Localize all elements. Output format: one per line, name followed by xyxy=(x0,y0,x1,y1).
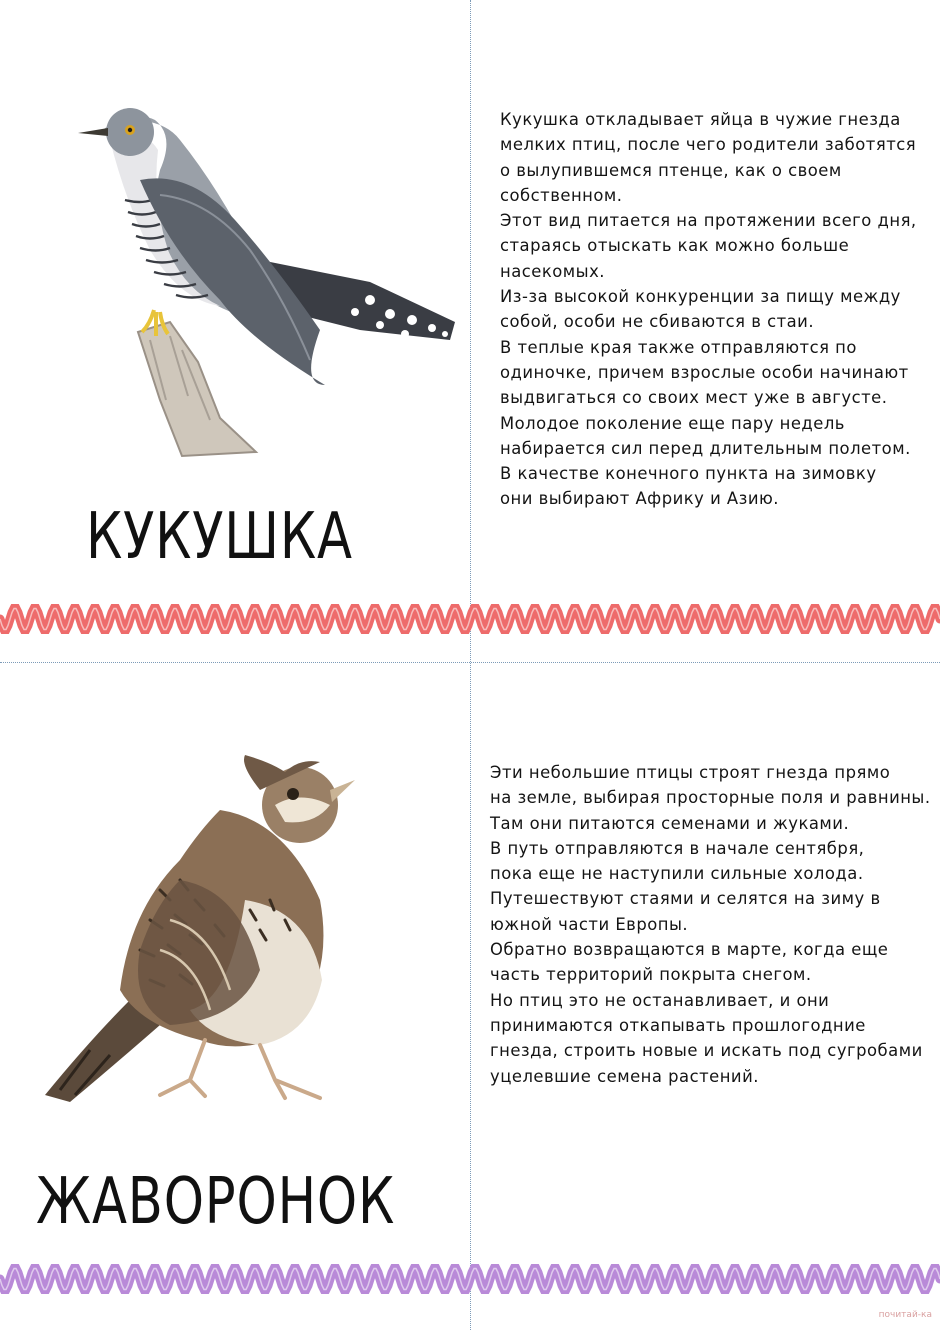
description-line: стараясь отыскать как можно больше xyxy=(500,236,850,256)
description-line: о вылупившемся птенце, как о своем xyxy=(500,160,842,180)
description-line: Путешествуют стаями и селятся на зиму в xyxy=(490,889,881,909)
cuckoo-illustration xyxy=(70,100,470,460)
description-line: Кукушка откладывает яйца в чужие гнезда xyxy=(500,110,901,129)
description-line: В качестве конечного пункта на зимовку xyxy=(500,464,877,484)
description-line: Из-за высокой конкуренции за пищу между xyxy=(500,287,901,307)
skylark-illustration xyxy=(30,750,370,1115)
description-line: насекомых. xyxy=(500,261,606,281)
description-line: набирается сил перед длительным полетом. xyxy=(500,438,911,458)
description-line: выдвигаться со своих мест уже в августе. xyxy=(500,388,888,408)
description-block xyxy=(500,107,917,512)
description-line: принимаются откапывать прошлогодние xyxy=(490,1015,866,1035)
horizontal-cut-line xyxy=(0,662,940,663)
description-block xyxy=(490,760,931,1089)
description-line: собой, особи не сбиваются в стаи. xyxy=(500,312,815,332)
description-line: гнезда, строить новые и искать под сугробами xyxy=(490,1041,923,1061)
card-title: ЖАВОРОНОК xyxy=(36,1165,396,1239)
description-line: Там они питаются семенами и жуками. xyxy=(490,813,850,833)
description-line: одиночке, причем взрослые особи начинают xyxy=(500,362,909,382)
description-line: В путь отправляются в начале сентября, xyxy=(490,838,865,858)
description-line: часть территорий покрыта снегом. xyxy=(490,965,812,985)
description-line: они выбирают Африку и Азию. xyxy=(500,489,780,509)
description-line: Эти небольшие птицы строят гнезда прямо xyxy=(490,763,891,782)
description-line: Но птиц это не останавливает, и они xyxy=(490,990,830,1010)
vertical-cut-line xyxy=(470,0,471,1330)
description-line: пока еще не наступили сильные холода. xyxy=(490,864,864,884)
decorative-ribbon-purple xyxy=(0,1257,940,1301)
description-line: Молодое поколение еще пару недель xyxy=(500,413,845,433)
description-line: уцелевшие семена растений. xyxy=(490,1066,759,1086)
decorative-ribbon-red xyxy=(0,597,940,641)
description-line: на земле, выбирая просторные поля и равнины. xyxy=(490,788,931,808)
description-line: южной части Европы. xyxy=(490,914,689,934)
description-line: Этот вид питается на протяжении всего дня, xyxy=(500,211,917,231)
description-line: собственном. xyxy=(500,185,623,205)
description-line: Обратно возвращаются в марте, когда еще xyxy=(490,940,889,960)
card-title: КУКУШКА xyxy=(86,500,353,574)
description-line: мелких птиц, после чего родители заботятся xyxy=(500,135,917,155)
watermark-text: почитай-ка xyxy=(878,1310,932,1320)
description-line: В теплые края также отправляются по xyxy=(500,337,857,357)
